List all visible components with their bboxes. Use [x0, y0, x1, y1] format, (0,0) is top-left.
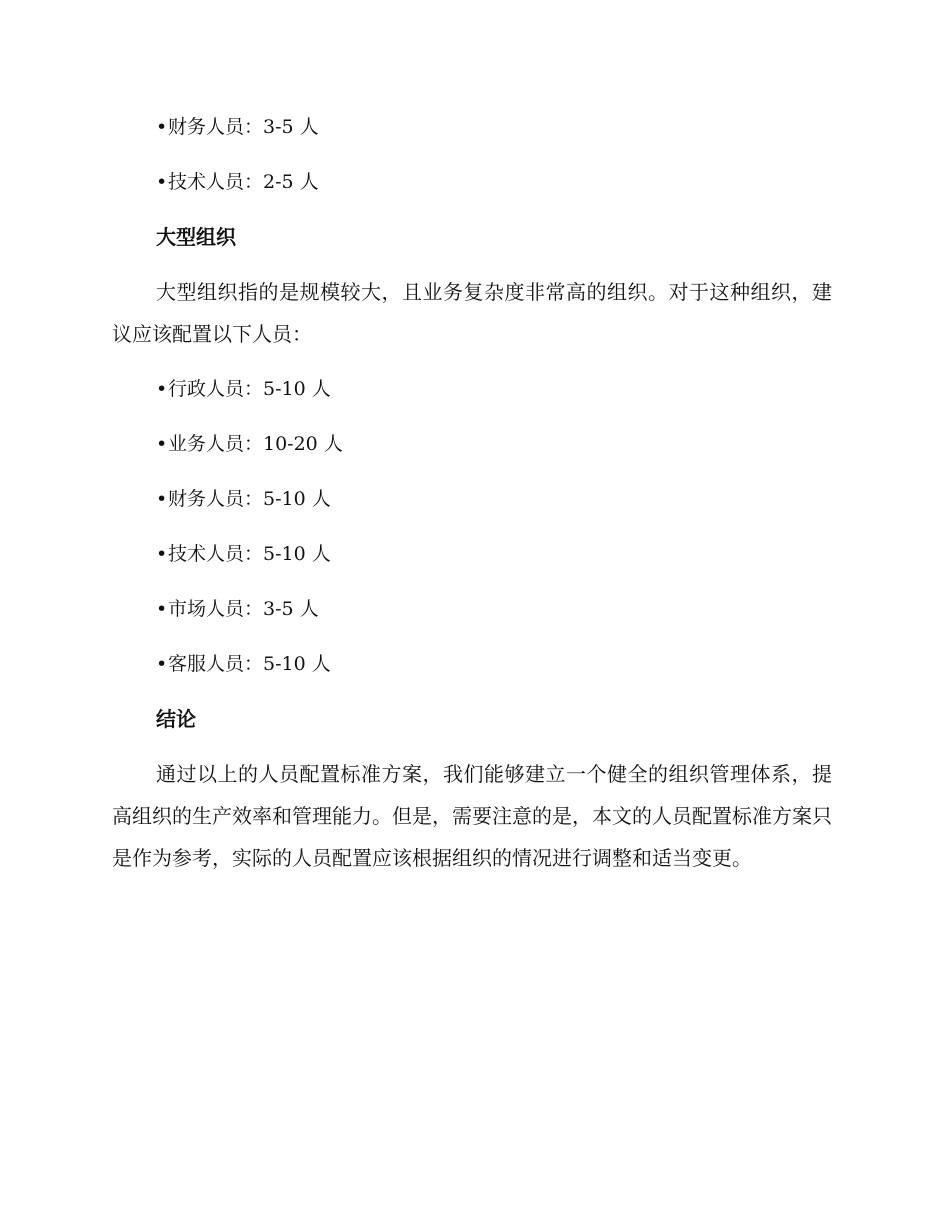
list-item-text: 财务人员：3-5 人 [168, 116, 319, 138]
list-item-text: 业务人员：10-20 人 [168, 433, 343, 455]
document-body [112, 106, 832, 892]
bullet-dot: • [156, 378, 168, 400]
section-heading-conclusion: 结论 [156, 707, 196, 731]
bullet-dot: • [156, 171, 168, 193]
bullet-dot: • [156, 543, 168, 565]
list-item-text: 财务人员：5-10 人 [168, 488, 331, 510]
section-paragraph-conclusion: 通过以上的人员配置标准方案，我们能够建立一个健全的组织管理体系，提高组织的生产效率和管理能力。但是，需要注意的是，本文的人员配置标准方案只是作为参考，实际的人员配置应该根据组织的情况进行调整和适当变更。 [112, 762, 832, 870]
list-item-finance-staff-large [112, 478, 832, 533]
list-item-text: 客服人员：5-10 人 [168, 653, 331, 675]
list-item-business-staff [112, 423, 832, 478]
section-paragraph-large-organization: 大型组织指的是规模较大，且业务复杂度非常高的组织。对于这种组织，建议应该配置以下人员： [112, 280, 832, 346]
list-item-text: 行政人员：5-10 人 [168, 378, 331, 400]
bullet-dot: • [156, 598, 168, 620]
list-item-tech-staff [112, 161, 832, 216]
list-item-finance-staff [112, 106, 832, 161]
list-item-support-staff [112, 643, 832, 698]
list-item-admin-staff [112, 368, 832, 423]
bullet-dot: • [156, 116, 168, 138]
bullet-dot: • [156, 488, 168, 510]
list-item-tech-staff-large [112, 533, 832, 588]
list-item-marketing-staff [112, 588, 832, 643]
section-heading-large-organization: 大型组织 [156, 225, 236, 249]
bullet-dot: • [156, 433, 168, 455]
list-item-text: 技术人员：5-10 人 [168, 543, 331, 565]
list-item-text: 市场人员：3-5 人 [168, 598, 319, 620]
list-item-text: 技术人员：2-5 人 [168, 171, 319, 193]
bullet-dot: • [156, 653, 168, 675]
